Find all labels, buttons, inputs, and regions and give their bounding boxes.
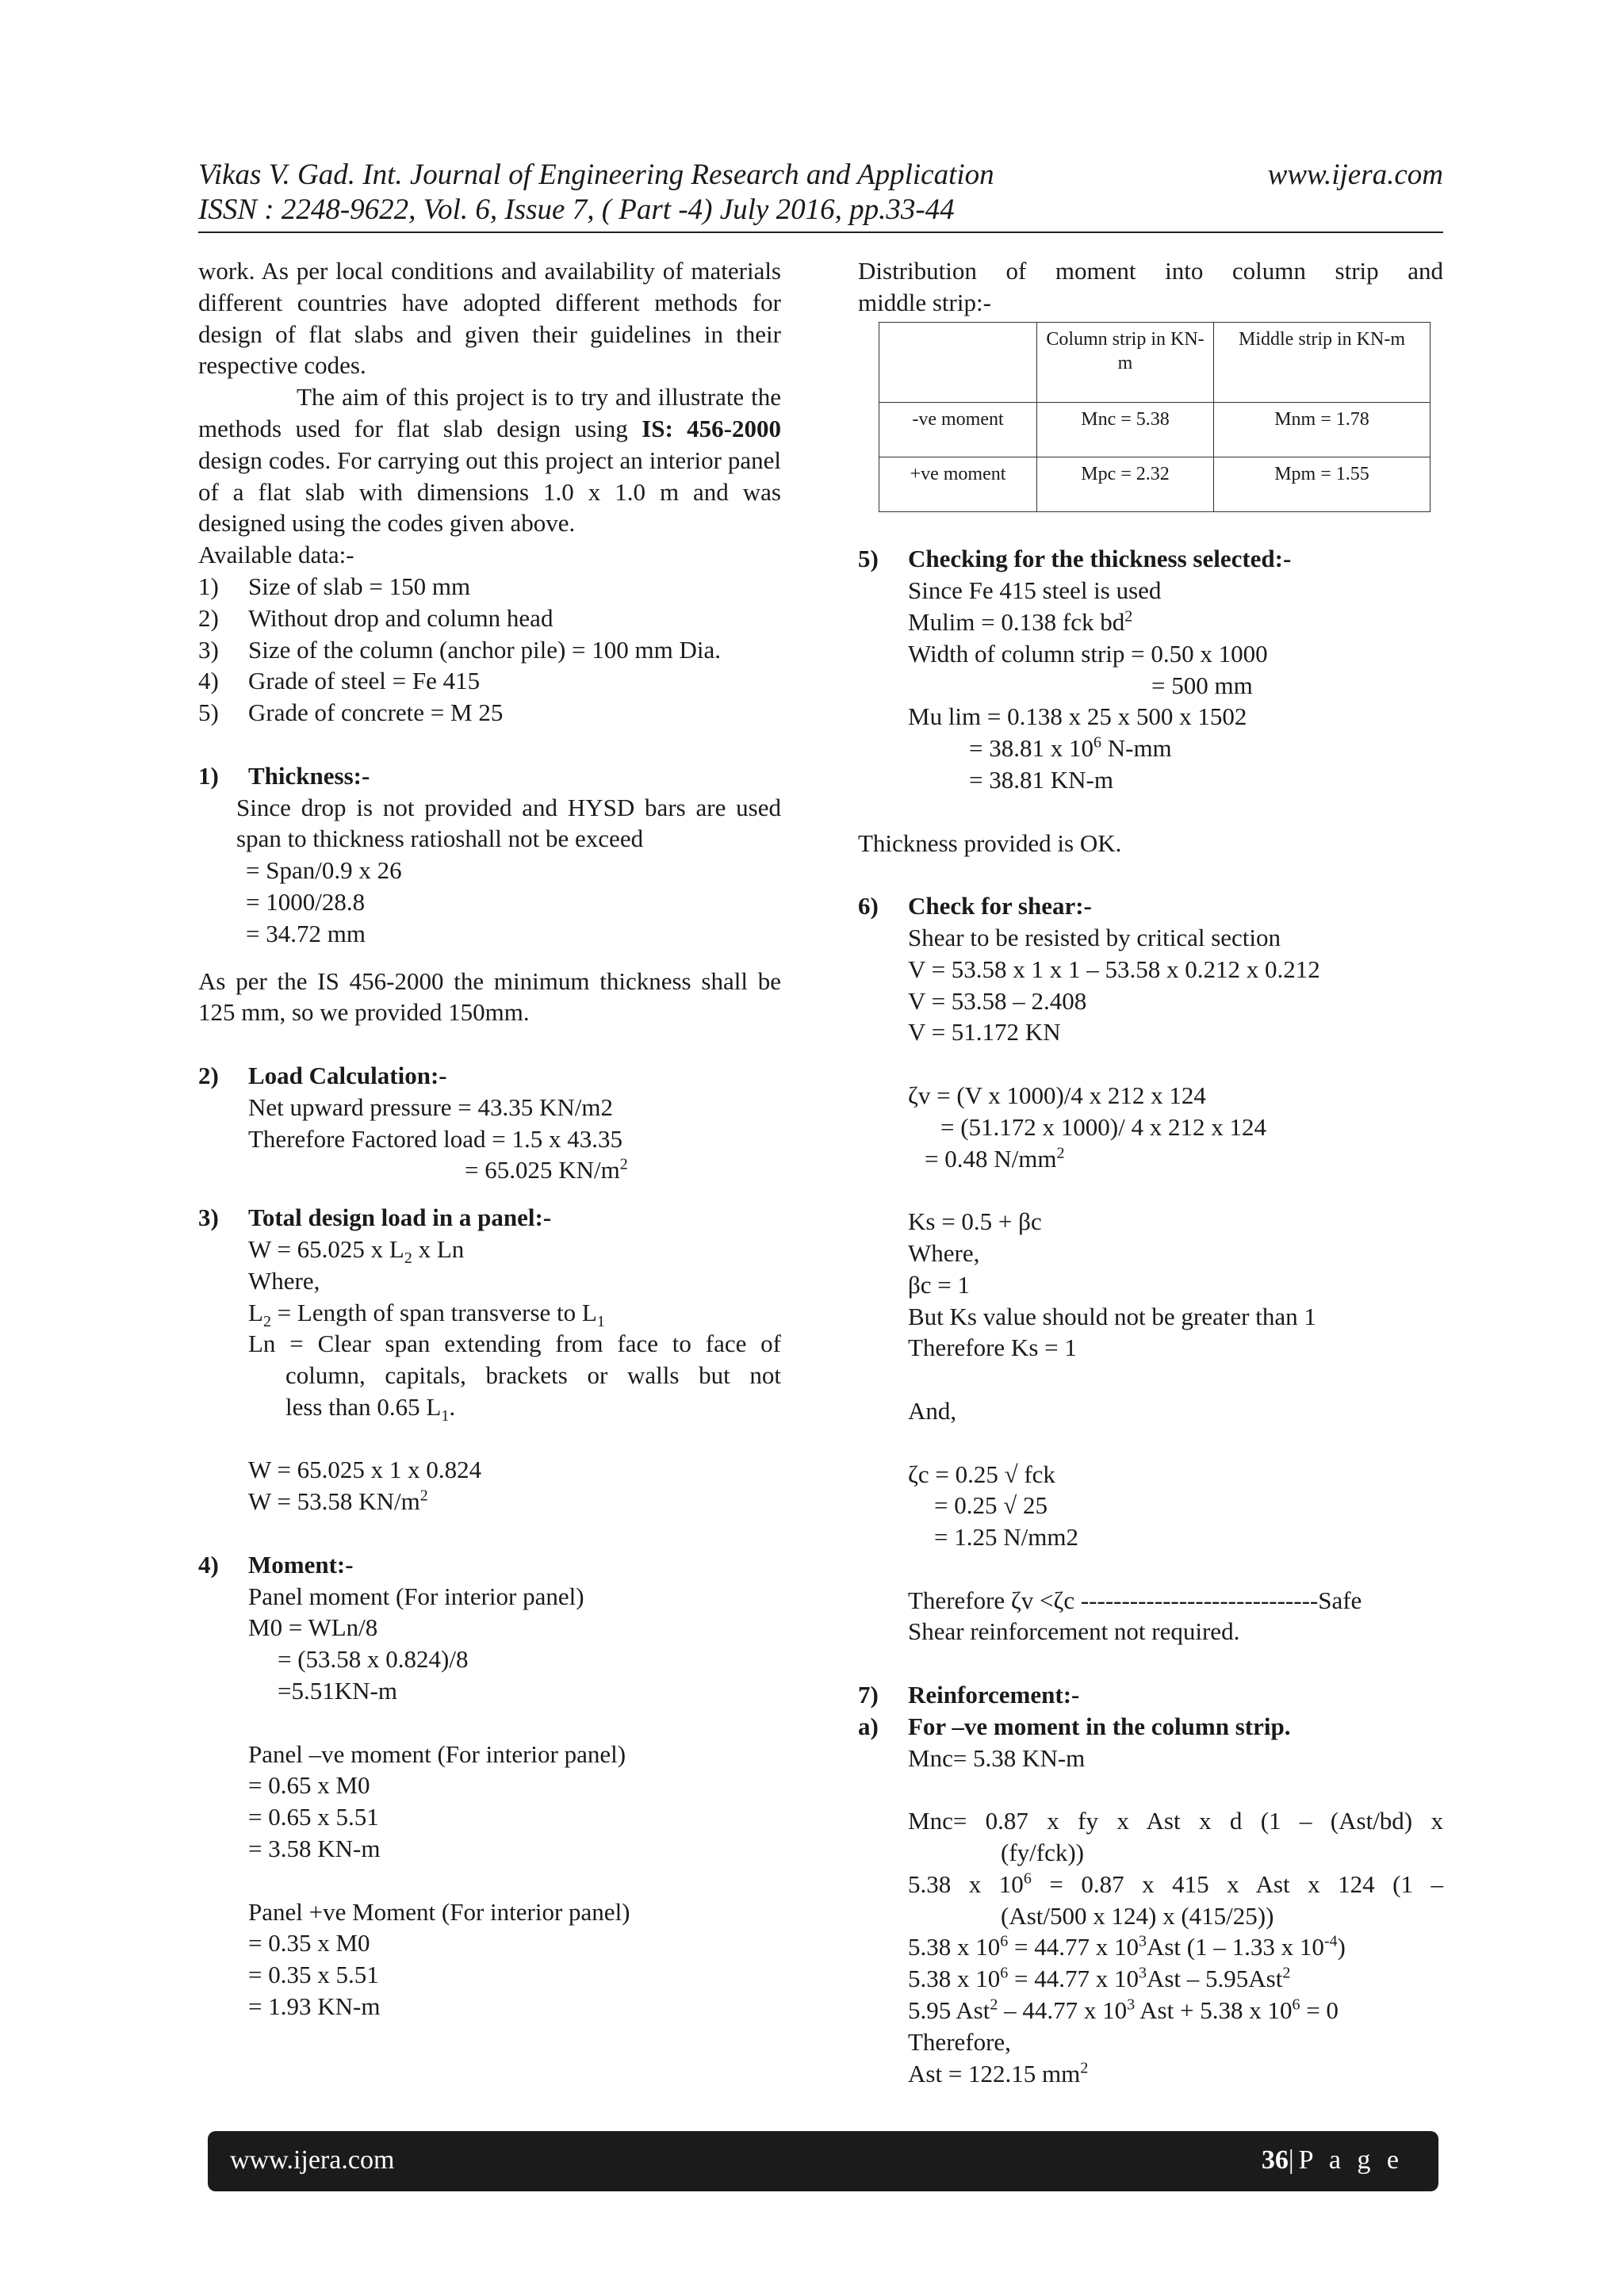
section-load-heading: 2) Load Calculation:- xyxy=(198,1061,447,1089)
aim-paragraph xyxy=(198,381,781,539)
equation-line: Width of column strip = 0.50 x 1000 xyxy=(908,639,1268,668)
footer-website: www.ijera.com xyxy=(230,2145,395,2175)
equation-line: Shear to be resisted by critical section xyxy=(908,923,1281,951)
equation-line: (Ast/500 x 124) x (415/25)) xyxy=(1001,1901,1274,1930)
list-item: 4) Grade of steel = Fe 415 xyxy=(198,667,481,695)
equation-line: And, xyxy=(908,1396,957,1425)
issn-line: ISSN : 2248-9622, Vol. 6, Issue 7, ( Part -4) July 2016, pp.33-44 xyxy=(198,193,955,226)
list-item: 2) Without drop and column head xyxy=(198,603,553,632)
equation-line: = 0.25 √ 25 xyxy=(934,1491,1048,1520)
equation-line: W = 65.025 x $L_2$ x Ln xyxy=(248,1234,465,1268)
section-shear-heading: 6) Check for shear:- xyxy=(858,892,1092,920)
equation-line: = 0.35 x 5.51 xyxy=(248,1961,379,1989)
section-thickness-heading: 1) Thickness:- xyxy=(198,761,370,790)
moment-distribution-table xyxy=(879,322,1431,512)
equation-line: Ln = Clear span extending from face to face of xyxy=(248,1330,781,1358)
equation-line: column, capitals, brackets or walls but not xyxy=(285,1361,781,1390)
equation-line: = 1.25 N/mm2 xyxy=(934,1523,1078,1552)
equation-line: But Ks value should not be greater than 1 xyxy=(908,1302,1316,1330)
equation-line: Therefore Ks = 1 xyxy=(908,1334,1077,1362)
equation-line: ζv = (V x 1000)/4 x 212 x 124 xyxy=(908,1081,1206,1109)
journal-citation: Vikas V. Gad. Int. Journal of Engineering Research and Application xyxy=(198,159,994,191)
equation-line: W = 65.025 x 1 x 0.824 xyxy=(248,1456,482,1484)
table-header-cell xyxy=(879,322,1037,402)
list-item: 5) Grade of concrete = M 25 xyxy=(198,698,504,727)
table-cell: Mpc = 2.32 xyxy=(1037,457,1214,511)
equation-line: M0 = WLn/8 xyxy=(248,1613,378,1642)
subsection-heading: a) For –ve moment in the column strip. xyxy=(858,1712,1291,1740)
section-design-load-heading: 3) Total design load in a panel:- xyxy=(198,1203,552,1232)
equation-line: = 65.025 $KN/m^2$ xyxy=(465,1155,628,1184)
table-cell: -ve moment xyxy=(879,402,1037,457)
equation-line: = 0.48 $N/mm^2$ xyxy=(925,1144,1065,1173)
aim-text-1: The aim of this project is to try and illustrate the methods used for flat slab design using xyxy=(198,383,781,442)
table-row xyxy=(879,402,1431,457)
equation-line: = 34.72 mm xyxy=(246,919,366,947)
header-website: www.ijera.com xyxy=(1267,159,1443,191)
left-column xyxy=(198,255,781,2022)
equation-line: Where, xyxy=(248,1266,320,1295)
equation-line: Net upward pressure = 43.35 KN/m2 xyxy=(248,1093,614,1121)
equation-line: 5.38 x $10^6 = 44.77$ x $10^3Ast - 5.95Ast^2$ xyxy=(908,1964,1291,1993)
equation-line: ζc = 0.25 √ fck xyxy=(908,1460,1055,1488)
equation-line: = (51.172 x 1000)/ 4 x 212 x 124 xyxy=(940,1112,1266,1141)
equation-line: = 38.81 KN-m xyxy=(969,765,1113,794)
equation-line: = Span/0.9 x 26 xyxy=(246,856,402,885)
equation-line: Therefore ζv <ζc -----------------------------Safe xyxy=(908,1586,1362,1614)
equation-line: Mnc= 0.87 x fy x Ast x d (1 – (Ast/bd) x xyxy=(908,1807,1443,1835)
equation-line: V = 53.58 – 2.408 xyxy=(908,986,1087,1015)
intro-paragraph: work. As per local conditions and availability of materials different countries have adopted different methods for design of flat slabs and given their guidelines in their respective codes. xyxy=(198,257,781,380)
equation-line: = 0.35 x M0 xyxy=(248,1929,370,1957)
equation-line: = (53.58 x 0.824)/8 xyxy=(278,1645,469,1674)
equation-line: less than 0.65 $L_1$. xyxy=(285,1392,456,1425)
equation-line: = 1000/28.8 xyxy=(246,887,366,916)
table-header-cell: Middle strip in KN-m xyxy=(1214,322,1431,402)
page-footer xyxy=(208,2131,1438,2191)
aim-code-bold: IS: 456-2000 xyxy=(642,414,782,442)
equation-line: βc = 1 xyxy=(908,1270,971,1299)
distribution-intro: Distribution of moment into column strip and xyxy=(858,257,1443,285)
equation-line: Mu lim = 0.138 x 25 x 500 x 1502 xyxy=(908,702,1247,731)
page-number: 36|P a g e xyxy=(1261,2145,1404,2175)
table-row xyxy=(879,457,1431,511)
equation-line: Panel –ve moment (For interior panel) xyxy=(248,1739,626,1768)
equation-line: Therefore, xyxy=(908,2027,1011,2056)
equation-line: Shear reinforcement not required. xyxy=(908,1617,1240,1646)
equation-line: 5.38 x $10^6 = 44.77$ x $10^3Ast$ (1 – 1.33 x $10^{-4}$) xyxy=(908,1933,1346,1961)
table-cell: Mnm = 1.78 xyxy=(1214,402,1431,457)
equation-line: Therefore Factored load = 1.5 x 43.35 xyxy=(248,1124,622,1153)
distribution-intro-2: middle strip:- xyxy=(858,288,991,316)
table-cell: +ve moment xyxy=(879,457,1037,511)
thickness-ok-note: Thickness provided is OK. xyxy=(858,828,1122,857)
table-cell: Mpm = 1.55 xyxy=(1214,457,1431,511)
equation-line: Mnc= 5.38 KN-m xyxy=(908,1743,1086,1772)
equation-line: V = 53.58 x 1 x 1 – 53.58 x 0.212 x 0.212 xyxy=(908,955,1320,983)
equation-line: = 0.65 x 5.51 xyxy=(248,1803,379,1831)
equation-line: (fy/fck)) xyxy=(1001,1839,1084,1867)
table-header-cell: Column strip in KN-m xyxy=(1037,322,1214,402)
list-item: 3) Size of the column (anchor pile) = 100 mm Dia. xyxy=(198,635,721,664)
page-header xyxy=(198,157,1443,233)
section-thickness-check-heading: 5) Checking for the thickness selected:- xyxy=(858,545,1292,573)
section-reinforcement-heading: 7) Reinforcement:- xyxy=(858,1681,1080,1709)
table-header-row xyxy=(879,322,1431,402)
equation-line: = 38.81 x $10^6$ N-mm xyxy=(969,733,1172,763)
table-cell: Mnc = 5.38 xyxy=(1037,402,1214,457)
equation-line: 5.95 Ast$^2$ – 44.77 x $10^3$ Ast + 5.38 x $10^6 = 0$ xyxy=(908,1996,1339,2025)
equation-line: Mulim = 0.138 fck $bd^2$ xyxy=(908,607,1133,636)
equation-line: Panel +ve Moment (For interior panel) xyxy=(248,1897,630,1926)
equation-line: = 3.58 KN-m xyxy=(248,1835,381,1863)
equation-line: 5.38 x $10^6 = 0.87$ x 415 x Ast x 124 (1 – xyxy=(908,1869,1443,1898)
available-data-label: Available data:- xyxy=(198,541,354,569)
equation-line: Ks = 0.5 + βc xyxy=(908,1207,1042,1236)
right-column xyxy=(858,255,1443,2089)
equation-line: W = 53.58 $KN/m^2$ xyxy=(248,1487,428,1516)
thickness-paragraph: Since drop is not provided and HYSD bars are used span to thickness ratioshall not be exceed xyxy=(236,793,781,853)
section-moment-heading: 4) Moment:- xyxy=(198,1550,354,1578)
equation-line: = 1.93 KN-m xyxy=(248,1992,381,2021)
equation-line: =5.51KN-m xyxy=(278,1677,397,1705)
equation-line: = 0.65 x M0 xyxy=(248,1771,370,1800)
list-item: 1) Size of slab = 150 mm xyxy=(198,572,471,600)
aim-text-2: design codes. For carrying out this project an interior panel of a flat slab with dimensions 1.0 x 1.0 m and was designed using the codes given above. xyxy=(198,446,781,538)
equation-line: V = 51.172 KN xyxy=(908,1018,1061,1047)
thickness-note: As per the IS 456-2000 the minimum thickness shall be 125 mm, so we provided 150mm. xyxy=(198,966,781,1027)
equation-line: Where, xyxy=(908,1238,980,1267)
equation-line: Ast = 122.15 $mm^2$ xyxy=(908,2059,1089,2087)
equation-line: = 500 mm xyxy=(1151,671,1253,699)
equation-line: Since Fe 415 steel is used xyxy=(908,576,1162,605)
equation-line: $L_2$ = Length of span transverse to $L_1$ xyxy=(248,1298,605,1330)
equation-line: Panel moment (For interior panel) xyxy=(248,1582,584,1610)
